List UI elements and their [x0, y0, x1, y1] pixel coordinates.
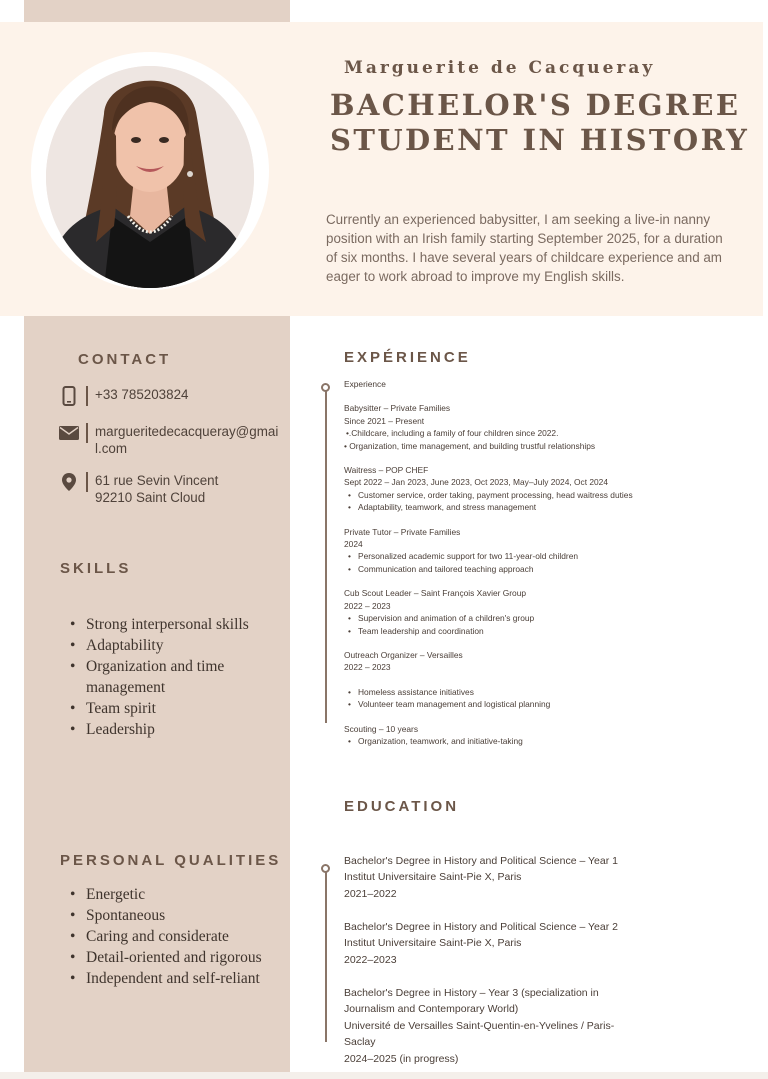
- location-pin-icon: [58, 472, 80, 492]
- skills-list: [70, 614, 275, 740]
- degree-dates: 2022–2023: [344, 953, 397, 966]
- job-dates: 2024: [344, 539, 363, 550]
- skill-item: • Strong interpersonal skills: [70, 614, 275, 635]
- job-bullet: • Adaptability, teamwork, and stress management: [344, 501, 744, 513]
- school-name: Institut Universitaire Saint-Pie X, Paris: [344, 937, 522, 950]
- experience-item: [344, 723, 744, 748]
- experience-item: [344, 587, 744, 637]
- profile-summary: Currently an experienced babysitter, I am seeking a live-in nanny position with an Irish family starting September 2025, for a duration of six months. I have several years of childcare experience and am eager to work abroad to improve my English skills.: [326, 212, 723, 284]
- candidate-name: Marguerite de Cacqueray: [344, 58, 656, 78]
- job-bullet: • Customer service, order taking, payment processing, head waitress duties: [344, 489, 744, 501]
- contact-separator: [86, 472, 88, 492]
- profile-photo: [46, 66, 254, 288]
- quality-item: • Spontaneous: [70, 905, 275, 926]
- email-line-1: margueritedecacqueray@gmai: [95, 424, 279, 439]
- job-dates: 2022 – 2023: [344, 662, 391, 673]
- skills-heading: SKILLS: [60, 560, 132, 577]
- contact-email-row: [58, 423, 278, 457]
- email-address: [95, 423, 278, 457]
- job-bullet: • Organization, time management, and building trustful relationships: [344, 440, 596, 451]
- skill-item: • Organization and time management: [70, 656, 275, 698]
- quality-item: • Detail-oriented and rigorous: [70, 947, 275, 968]
- experience-item: [344, 402, 744, 452]
- skill-item: • Team spirit: [70, 698, 275, 719]
- job-title: Waitress – POP CHEF: [344, 465, 429, 476]
- job-title: Private Tutor – Private Families: [344, 526, 461, 537]
- experience-timeline-line: [325, 388, 327, 723]
- education-item: [344, 853, 644, 902]
- job-bullet: •.Childcare, including a family of four children since 2022.: [346, 428, 559, 439]
- address-line-1: 61 rue Sevin Vincent: [95, 473, 219, 488]
- quality-item: • Caring and considerate: [70, 926, 275, 947]
- education-timeline-line: [325, 870, 327, 1042]
- experience-heading: EXPÉRIENCE: [344, 349, 471, 366]
- contact-heading: CONTACT: [78, 351, 172, 368]
- contact-separator: [86, 423, 88, 443]
- phone-icon: [58, 386, 80, 406]
- job-title: BACHELOR'S DEGREE STUDENT IN HISTORY: [330, 88, 750, 157]
- quality-item: • Independent and self-reliant: [70, 968, 275, 989]
- experience-item: [344, 526, 744, 576]
- job-bullet: • Organization, teamwork, and initiative-taking: [344, 735, 744, 747]
- experience-item: [344, 464, 744, 514]
- education-timeline-dot: [321, 864, 330, 873]
- experience-intro: Experience: [344, 379, 386, 389]
- job-title: Outreach Organizer – Versailles: [344, 649, 463, 660]
- job-title: Scouting – 10 years: [344, 723, 419, 734]
- experience-item: [344, 649, 744, 711]
- quality-item: • Energetic: [70, 884, 275, 905]
- degree-dates: 2021–2022: [344, 887, 397, 900]
- qualities-list: [70, 884, 275, 989]
- phone-number: +33 785203824: [95, 387, 189, 402]
- contact-address-row: [58, 472, 218, 506]
- job-bullet: • Volunteer team management and logistical planning: [344, 698, 744, 710]
- contact-separator: [86, 386, 88, 406]
- job-dates: Since 2021 – Present: [344, 415, 425, 426]
- job-title: Babysitter – Private Families: [344, 403, 451, 414]
- skill-item: • Adaptability: [70, 635, 275, 656]
- degree-name: Bachelor's Degree in History – Year 3 (specialization in Journalism and Contemporary World): [344, 987, 599, 1016]
- job-bullet: • Supervision and animation of a children's group: [344, 612, 744, 624]
- job-dates: Sept 2022 – Jan 2023, June 2023, Oct 2023, May–July 2024, Oct 2024: [344, 477, 608, 488]
- postal-address: [95, 472, 218, 506]
- experience-timeline-dot: [321, 383, 330, 392]
- page-bottom-strip: [0, 1072, 768, 1079]
- school-name: Université de Versailles Saint-Quentin-en-Yvelines / Paris-Saclay: [344, 1019, 615, 1049]
- degree-name: Bachelor's Degree in History and Political Science – Year 2: [344, 921, 618, 933]
- degree-name: Bachelor's Degree in History and Political Science – Year 1: [344, 855, 618, 867]
- education-item: [344, 919, 644, 968]
- job-bullet: • Team leadership and coordination: [344, 625, 744, 637]
- education-heading: EDUCATION: [344, 798, 460, 815]
- contact-phone-row: [58, 386, 188, 406]
- school-name: Institut Universitaire Saint-Pie X, Paris: [344, 871, 522, 884]
- qualities-heading: PERSONAL QUALITIES: [60, 852, 282, 869]
- mail-icon: [58, 423, 80, 443]
- job-title: Cub Scout Leader – Saint François Xavier Group: [344, 588, 527, 599]
- email-line-2: l.com: [95, 441, 127, 456]
- skill-item: • Leadership: [70, 719, 275, 740]
- job-bullet: • Homeless assistance initiatives: [344, 686, 744, 698]
- experience-list: [344, 378, 744, 747]
- job-bullet: • Communication and tailored teaching approach: [344, 563, 744, 575]
- job-bullet: • Personalized academic support for two 11-year-old children: [344, 550, 744, 562]
- education-item: [344, 985, 644, 1067]
- degree-dates: 2024–2025 (in progress): [344, 1052, 459, 1065]
- job-dates: 2022 – 2023: [344, 600, 391, 611]
- address-line-2: 92210 Saint Cloud: [95, 490, 206, 505]
